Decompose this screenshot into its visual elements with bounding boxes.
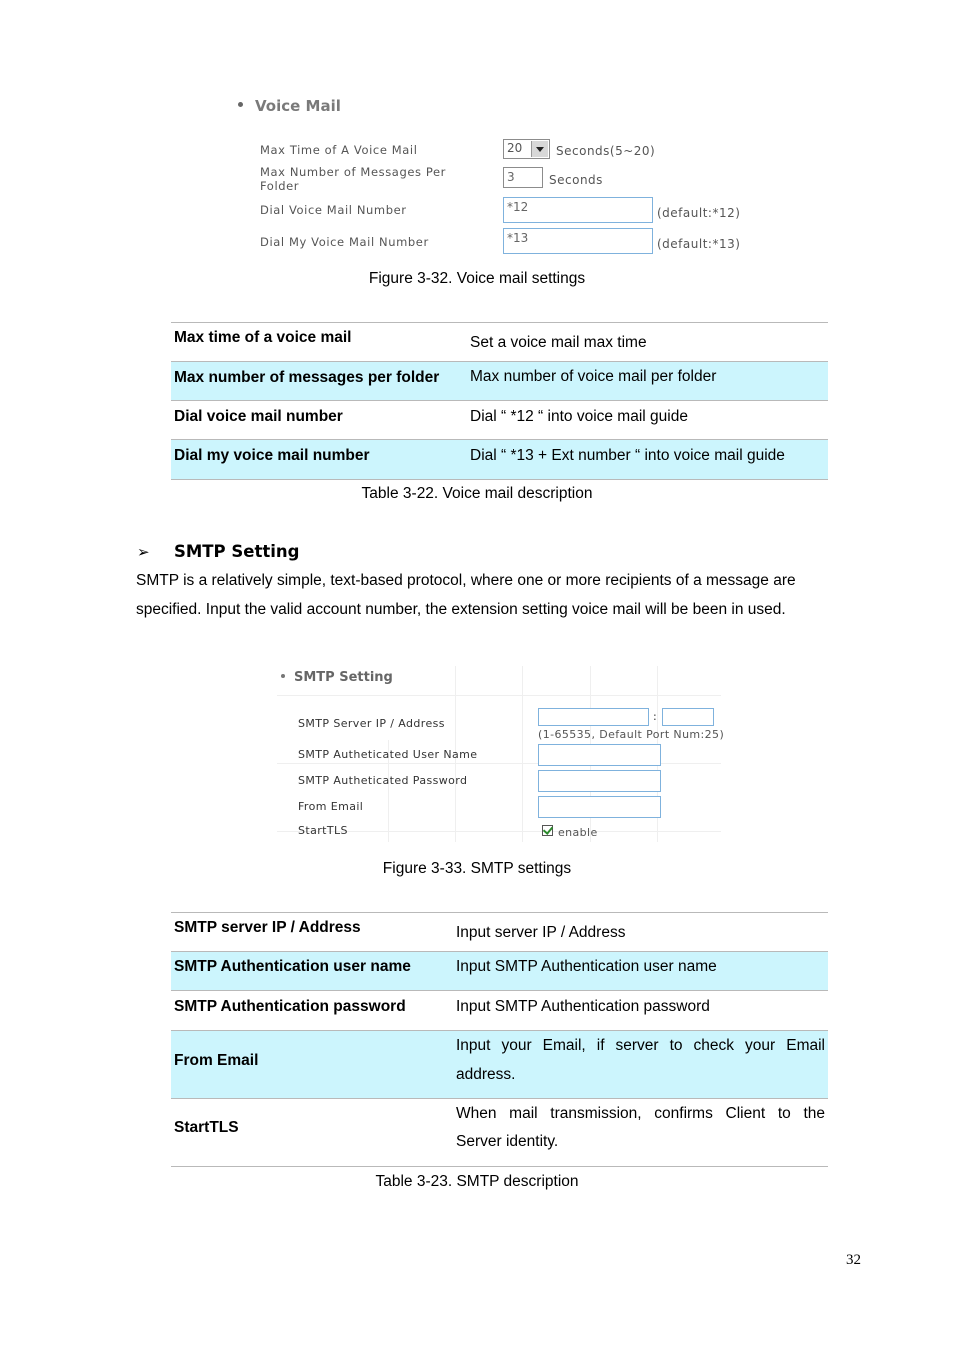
port-separator: : bbox=[653, 710, 658, 723]
voice-mail-heading-text: Voice Mail bbox=[255, 97, 341, 115]
table-row bbox=[171, 990, 828, 1030]
dial-my-vm-input[interactable]: *13 bbox=[503, 228, 653, 254]
table-22-caption: Table 3-22. Voice mail description bbox=[361, 485, 593, 502]
table-row bbox=[171, 361, 828, 400]
starttls-label: StartTLS bbox=[298, 824, 348, 837]
grid-line bbox=[277, 695, 721, 696]
table-term: Dial my voice mail number bbox=[174, 447, 370, 464]
grid-line bbox=[522, 666, 523, 842]
voice-mail-heading bbox=[238, 97, 341, 115]
table-row bbox=[171, 322, 828, 361]
max-msgs-label-2: Folder bbox=[260, 179, 300, 193]
smtp-password-label: SMTP Autheticated Password bbox=[298, 774, 468, 787]
table-row bbox=[171, 951, 828, 990]
max-msgs-label-1: Max Number of Messages Per bbox=[260, 165, 446, 179]
table-desc: Input SMTP Authentication password bbox=[456, 998, 710, 1015]
bullet-icon bbox=[238, 102, 243, 107]
table-desc: Input server IP / Address bbox=[456, 924, 626, 941]
table-term: Dial voice mail number bbox=[174, 408, 343, 425]
figure-33-caption: Figure 3-33. SMTP settings bbox=[382, 860, 572, 877]
table-term: Max number of messages per folder bbox=[174, 369, 440, 386]
starttls-checkbox[interactable] bbox=[542, 825, 553, 836]
table-term: SMTP server IP / Address bbox=[174, 919, 361, 936]
max-time-hint: Seconds(5~20) bbox=[556, 144, 656, 158]
arrow-bullet-icon: ➢ bbox=[137, 543, 150, 561]
table-term: StartTLS bbox=[174, 1119, 239, 1136]
port-hint: (1-65535, Default Port Num:25) bbox=[538, 728, 725, 741]
max-msgs-hint: Seconds bbox=[549, 173, 603, 187]
table-desc: Input SMTP Authentication user name bbox=[456, 958, 717, 975]
smtp-user-label: SMTP Autheticated User Name bbox=[298, 748, 478, 761]
page-number: 32 bbox=[846, 1252, 861, 1268]
smtp-user-input[interactable] bbox=[538, 744, 661, 766]
smtp-paragraph-line-2: specified. Input the valid account number, the extension setting voice mail will be been in used. bbox=[136, 601, 786, 618]
table-row bbox=[171, 400, 828, 439]
table-term: SMTP Authentication user name bbox=[174, 958, 411, 975]
smtp-paragraph-line-1: SMTP is a relatively simple, text-based protocol, where one or more recipients of a message are bbox=[136, 572, 796, 589]
table-desc-line-1: When mail transmission, confirms Client to the bbox=[456, 1105, 825, 1122]
table-row bbox=[171, 1030, 828, 1098]
smtp-form-heading bbox=[281, 670, 393, 685]
table-23-caption: Table 3-23. SMTP description bbox=[375, 1173, 579, 1190]
voice-mail-table bbox=[171, 322, 828, 480]
smtp-port-input[interactable] bbox=[662, 708, 714, 726]
smtp-password-input[interactable] bbox=[538, 770, 661, 792]
from-email-input[interactable] bbox=[538, 796, 661, 818]
table-term: Max time of a voice mail bbox=[174, 329, 352, 346]
table-desc: Dial “ *12 “ into voice mail guide bbox=[470, 408, 688, 425]
table-row bbox=[171, 439, 828, 480]
table-term: SMTP Authentication password bbox=[174, 998, 406, 1015]
smtp-server-input[interactable] bbox=[538, 708, 649, 726]
table-term: From Email bbox=[174, 1052, 259, 1069]
bullet-icon bbox=[281, 674, 285, 678]
chevron-down-icon bbox=[531, 141, 548, 157]
dial-vm-input[interactable]: *12 bbox=[503, 197, 653, 223]
dial-vm-label: Dial Voice Mail Number bbox=[260, 203, 407, 217]
max-msgs-input[interactable]: 3 bbox=[503, 167, 543, 188]
dial-vm-hint: (default:*12) bbox=[657, 206, 741, 220]
figure-32-caption: Figure 3-32. Voice mail settings bbox=[368, 270, 586, 287]
max-time-value: 20 bbox=[507, 141, 523, 155]
max-time-select[interactable] bbox=[503, 139, 550, 159]
smtp-table bbox=[171, 912, 828, 1167]
table-desc: Max number of voice mail per folder bbox=[470, 368, 717, 385]
table-desc-line-2: address. bbox=[456, 1066, 516, 1083]
max-time-label: Max Time of A Voice Mail bbox=[260, 143, 418, 157]
starttls-option-label: enable bbox=[558, 826, 598, 839]
table-desc: Dial “ *13 + Ext number “ into voice mail guide bbox=[470, 447, 785, 464]
from-email-label: From Email bbox=[298, 800, 364, 813]
smtp-form-heading-text: SMTP Setting bbox=[294, 670, 393, 685]
dial-my-vm-label: Dial My Voice Mail Number bbox=[260, 235, 429, 249]
smtp-section-heading: SMTP Setting bbox=[174, 542, 300, 561]
table-desc-line-1: Input your Email, if server to check your Email bbox=[456, 1037, 825, 1054]
table-row bbox=[171, 1098, 828, 1167]
table-desc: Set a voice mail max time bbox=[470, 334, 647, 351]
table-row bbox=[171, 912, 828, 951]
dial-my-vm-hint: (default:*13) bbox=[657, 237, 741, 251]
smtp-server-label: SMTP Server IP / Address bbox=[298, 717, 445, 730]
table-desc-line-2: Server identity. bbox=[456, 1133, 559, 1150]
